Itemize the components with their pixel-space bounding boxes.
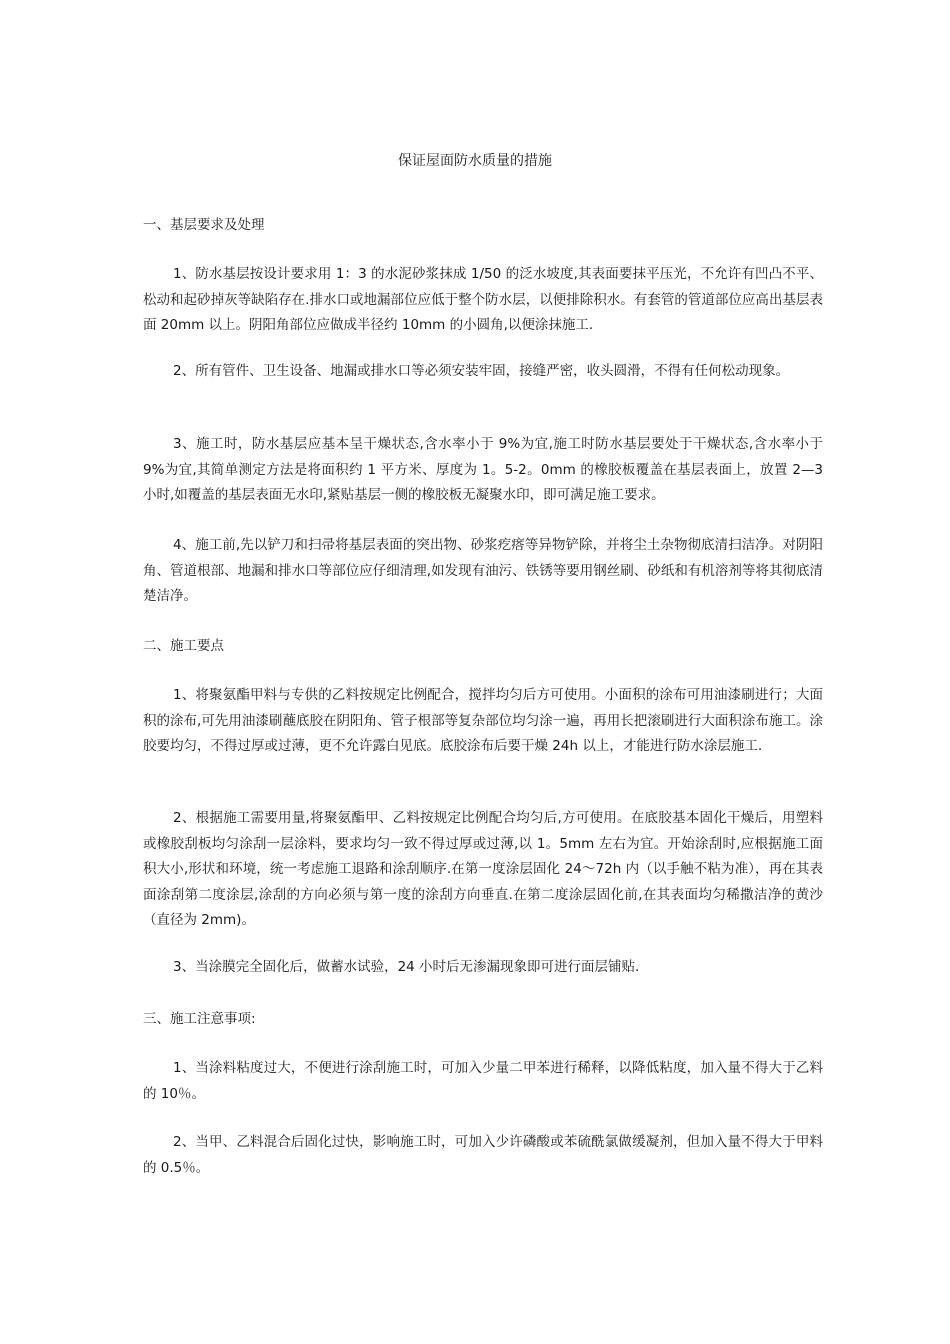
- paragraph-1-3: 3、施工时，防水基层应基本呈干燥状态,含水率小于 9%为宜,施工时防水基层要处于干燥状态,含水率小于 9%为宜,其简单测定方法是将面积约 1 平方米、厚度为 1。5-2。0mm 的橡胶板覆盖在基层表面上，放置 2—3 小时,如覆盖的基层表面无水印,紧贴基层一侧的橡胶板无凝聚水印，即可满足施工要求。: [143, 436, 823, 503]
- section-heading-1: 一、基层要求及处理: [143, 217, 265, 233]
- document-title: 保证屋面防水质量的措施: [398, 153, 552, 169]
- paragraph-3-1: 1、当涂料粘度过大，不便进行涂刮施工时，可加入少量二甲苯进行稀释，以降低粘度，加入量不得大于乙料的 10％。: [143, 1060, 823, 1102]
- section-heading-3: 三、施工注意事项:: [143, 1011, 256, 1027]
- paragraph-2-1: 1、将聚氨酯甲料与专供的乙料按规定比例配合，搅拌均匀后方可使用。小面积的涂布可用油漆刷进行；大面积的涂布,可先用油漆刷蘸底胶在阴阳角、管子根部等复杂部位均匀涂一遍，再用长把滚刷进行大面积涂布施工。涂胶要均匀，不得过厚或过薄，更不允许露白见底。底胶涂布后要干燥 24h 以上，才能进行防水涂层施工.: [143, 687, 823, 754]
- paragraph-1-1: 1、防水基层按设计要求用 1：3 的水泥砂浆抹成 1/50 的泛水坡度,其表面要抹平压光，不允许有凹凸不平、松动和起砂掉灰等缺陷存在.排水口或地漏部位应低于整个防水层，以便排除积水。有套管的管道部位应高出基层表面 20mm 以上。阴阳角部位应做成半径约 10mm 的小圆角,以便涂抹施工.: [143, 266, 823, 333]
- paragraph-3-2: 2、当甲、乙料混合后固化过快，影响施工时，可加入少许磷酸或苯硫酰氯做缓凝剂，但加入量不得大于甲料的 0.5％。: [143, 1134, 823, 1176]
- paragraph-2-3: 3、当涂膜完全固化后，做蓄水试验，24 小时后无渗漏现象即可进行面层铺贴.: [173, 959, 640, 975]
- paragraph-1-4: 4、施工前,先以铲刀和扫帚将基层表面的突出物、砂浆疙瘩等异物铲除，并将尘土杂物彻底清扫洁净。对阴阳角、管道根部、地漏和排水口等部位应仔细清理,如发现有油污、铁锈等要用钢丝刷、砂纸和有机溶剂等将其彻底清楚洁净。: [143, 537, 823, 604]
- section-heading-2: 二、施工要点: [143, 638, 224, 654]
- paragraph-2-2: 2、根据施工需要用量,将聚氨酯甲、乙料按规定比例配合均匀后,方可使用。在底胶基本固化干燥后，用塑料或橡胶刮板均匀涂刮一层涂料，要求均匀一致不得过厚或过薄,以 1。5mm 左右为宜。开始涂刮时,应根据施工面积大小,形状和环境，统一考虑施工退路和涂刮顺序.在第一度涂层固化 24～72h 内（以手触不粘为准），再在其表面涂刮第二度涂层,涂刮的方向必须与第一度的涂刮方向垂直.在第二度涂层固化前,在其表面均匀稀撒洁净的黄沙（直径为 2mm)。: [143, 810, 823, 928]
- paragraph-1-2: 2、所有管件、卫生设备、地漏或排水口等必须安装牢固，接缝严密，收头圆滑，不得有任何松动现象。: [173, 363, 790, 379]
